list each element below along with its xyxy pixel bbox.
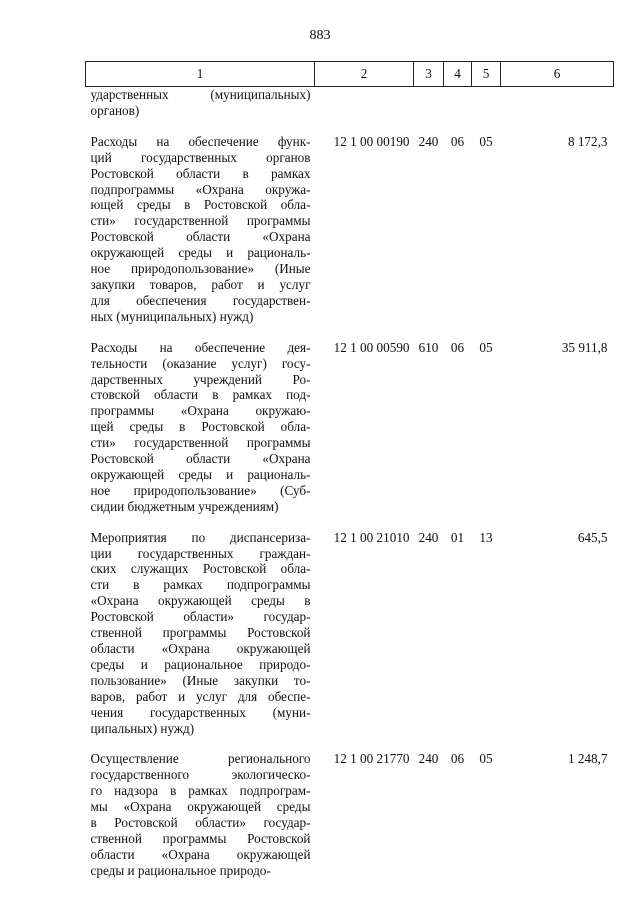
description-line: ских служащих Ростовской обла- bbox=[90, 561, 311, 577]
description-line: го надзора в рамках подпрограм- bbox=[90, 783, 311, 799]
description-line: окружающей среды и рациональ- bbox=[90, 245, 311, 261]
description-line: Расходы на обеспечение функ- bbox=[90, 133, 311, 149]
description-line: ных (муниципальных) нужд) bbox=[90, 308, 254, 324]
description-line: для обеспечения государствен- bbox=[90, 292, 311, 308]
description-line: сти» государственной программы bbox=[90, 435, 311, 451]
description-line: стовской области в рамках под- bbox=[90, 387, 311, 403]
description-line: сидии бюджетным учреждениям) bbox=[90, 498, 279, 514]
row-col-4 bbox=[444, 87, 472, 119]
table-row bbox=[86, 751, 614, 878]
row-spacer bbox=[86, 325, 614, 340]
row-code: 12 1 00 00190 bbox=[333, 133, 410, 149]
row-description bbox=[86, 87, 315, 119]
row-code: 12 1 00 21010 bbox=[333, 529, 410, 545]
description-line: ципальных) нужд) bbox=[90, 720, 195, 736]
description-line: ственной программы Ростовской bbox=[90, 830, 311, 846]
description-line: Ростовской области в рамках bbox=[90, 165, 311, 181]
description-line: в Ростовской области» государ- bbox=[90, 815, 311, 831]
row-spacer bbox=[86, 515, 614, 530]
row-amount: 8 172,3 bbox=[567, 133, 608, 149]
row-spacer-cell bbox=[86, 736, 614, 751]
row-description bbox=[86, 751, 315, 878]
row-col-5: 05 bbox=[479, 133, 493, 149]
description-line: чения государственных (муни- bbox=[90, 704, 311, 720]
row-amount: 645,5 bbox=[577, 529, 608, 545]
description-line: сти в рамках подпрограммы bbox=[90, 577, 311, 593]
table-row bbox=[86, 340, 614, 515]
row-col-5: 05 bbox=[479, 751, 493, 767]
row-col-4: 06 bbox=[450, 339, 465, 355]
row-spacer-cell bbox=[86, 325, 614, 340]
budget-table bbox=[85, 61, 614, 879]
row-col-4: 06 bbox=[450, 133, 465, 149]
row-code: 12 1 00 00590 bbox=[333, 339, 410, 355]
description-line: ное природопользование» (Иные bbox=[90, 261, 311, 277]
description-line: «Охрана окружающей среды в bbox=[90, 593, 311, 609]
description-line: среды и рациональное природо- bbox=[90, 862, 271, 878]
description-line: тельности (оказание услуг) госу- bbox=[90, 355, 311, 371]
row-col-3: 240 bbox=[418, 751, 439, 767]
description-line: варов, работ и услуг для обеспе- bbox=[90, 688, 311, 704]
row-col-3 bbox=[414, 87, 444, 119]
row-col-3: 240 bbox=[418, 133, 439, 149]
page-number: 883 bbox=[309, 28, 331, 43]
row-description bbox=[86, 134, 315, 325]
row-col-5 bbox=[472, 87, 501, 119]
description-line: Ростовской области «Охрана bbox=[90, 229, 311, 245]
table-row bbox=[86, 134, 614, 325]
row-spacer bbox=[86, 736, 614, 751]
description-line: пользование» (Иные закупки то- bbox=[90, 672, 311, 688]
table-row bbox=[86, 87, 614, 119]
row-amount: 1 248,7 bbox=[567, 751, 608, 767]
row-col-5: 05 bbox=[479, 339, 493, 355]
description-line: мы «Охрана окружающей среды bbox=[90, 799, 311, 815]
row-description bbox=[86, 530, 315, 737]
description-line: государственного экологическо- bbox=[90, 767, 311, 783]
description-line: окружающей среды и рациональ- bbox=[90, 466, 311, 482]
row-amount bbox=[501, 87, 614, 119]
header-col-6: 6 bbox=[501, 62, 614, 87]
header-col-1: 1 bbox=[86, 62, 315, 87]
description-line: ственной программы Ростовской bbox=[90, 625, 311, 641]
row-code: 12 1 00 21770 bbox=[333, 751, 410, 767]
header-row bbox=[86, 62, 614, 87]
description-line: органов) bbox=[90, 102, 140, 118]
row-col-3: 610 bbox=[418, 339, 439, 355]
row-col-4: 01 bbox=[450, 529, 465, 545]
description-line: дарственных учреждений Ро- bbox=[90, 371, 311, 387]
row-spacer bbox=[86, 119, 614, 134]
description-line: ющей среды в Ростовской обла- bbox=[90, 197, 311, 213]
description-line: Ростовской области» государ- bbox=[90, 609, 311, 625]
header-col-2: 2 bbox=[315, 62, 414, 87]
description-line: ное природопользование» (Суб- bbox=[90, 482, 311, 498]
description-line: программы «Охрана окружаю- bbox=[90, 403, 311, 419]
description-line: Ростовской области «Охрана bbox=[90, 451, 311, 467]
description-line: среды и рациональное природо- bbox=[90, 656, 311, 672]
description-line: Мероприятия по диспансериза- bbox=[90, 529, 311, 545]
header-col-5: 5 bbox=[472, 62, 501, 87]
description-line: Осуществление регионального bbox=[90, 751, 311, 767]
description-line: ции государственных граждан- bbox=[90, 545, 311, 561]
description-line: области «Охрана окружающей bbox=[90, 641, 311, 656]
table-row bbox=[86, 530, 614, 737]
row-amount: 35 911,8 bbox=[561, 339, 608, 355]
table-body bbox=[86, 87, 614, 879]
row-col-3: 240 bbox=[418, 529, 439, 545]
row-spacer-cell bbox=[86, 515, 614, 530]
row-col-4: 06 bbox=[450, 751, 465, 767]
row-col-5: 13 bbox=[479, 529, 493, 545]
description-line: сти» государственной программы bbox=[90, 213, 311, 229]
description-line: подпрограммы «Охрана окружа- bbox=[90, 181, 311, 197]
header-col-3: 3 bbox=[414, 62, 444, 87]
description-line: щей среды в Ростовской обла- bbox=[90, 419, 311, 435]
row-spacer-cell bbox=[86, 119, 614, 134]
row-code bbox=[315, 87, 414, 119]
row-description bbox=[86, 340, 315, 515]
description-line: области «Охрана окружающей bbox=[90, 846, 311, 862]
description-line: ударственных (муниципальных) bbox=[90, 87, 311, 102]
description-line: ций государственных органов bbox=[90, 149, 311, 165]
description-line: Расходы на обеспечение дея- bbox=[90, 339, 311, 355]
header-col-4: 4 bbox=[444, 62, 472, 87]
description-line: закупки товаров, работ и услуг bbox=[90, 276, 311, 292]
